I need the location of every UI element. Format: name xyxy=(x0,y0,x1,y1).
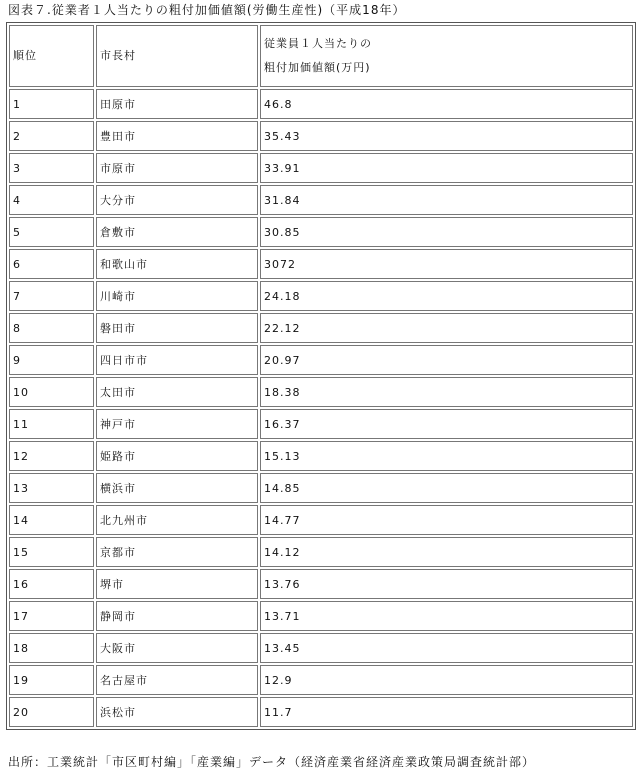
value-cell: 30.85 xyxy=(260,217,633,247)
rank-cell: 3 xyxy=(9,153,94,183)
header-rank: 順位 xyxy=(9,25,94,87)
table-row xyxy=(9,249,633,279)
rank-cell: 6 xyxy=(9,249,94,279)
table-caption: 図表７.従業者１人当たりの粗付加価値額(労働生産性)（平成18年） xyxy=(8,3,406,17)
table-row xyxy=(9,441,633,471)
rank-cell: 11 xyxy=(9,409,94,439)
value-cell: 16.37 xyxy=(260,409,633,439)
table-row xyxy=(9,697,633,727)
rank-cell: 15 xyxy=(9,537,94,567)
header-value-line1: 従業員１人当たりの xyxy=(264,37,372,50)
city-cell: 豊田市 xyxy=(96,121,258,151)
rank-cell: 18 xyxy=(9,633,94,663)
value-cell: 22.12 xyxy=(260,313,633,343)
rank-cell: 12 xyxy=(9,441,94,471)
rank-cell: 19 xyxy=(9,665,94,695)
value-cell: 3072 xyxy=(260,249,633,279)
table-row xyxy=(9,121,633,151)
value-cell: 20.97 xyxy=(260,345,633,375)
header-city: 市長村 xyxy=(96,25,258,87)
city-cell: 磐田市 xyxy=(96,313,258,343)
rank-cell: 10 xyxy=(9,377,94,407)
city-cell: 名古屋市 xyxy=(96,665,258,695)
table-row xyxy=(9,377,633,407)
city-cell: 和歌山市 xyxy=(96,249,258,279)
city-cell: 田原市 xyxy=(96,89,258,119)
city-cell: 太田市 xyxy=(96,377,258,407)
rank-cell: 20 xyxy=(9,697,94,727)
value-cell: 14.77 xyxy=(260,505,633,535)
table-row xyxy=(9,345,633,375)
source-note: 出所：工業統計「市区町村編」「産業編」データ（経済産業省経済産業政策局調査統計部） xyxy=(8,755,536,769)
value-cell: 14.85 xyxy=(260,473,633,503)
city-cell: 神戸市 xyxy=(96,409,258,439)
table-row xyxy=(9,153,633,183)
rank-cell: 16 xyxy=(9,569,94,599)
value-cell: 18.38 xyxy=(260,377,633,407)
value-cell: 13.45 xyxy=(260,633,633,663)
table-row xyxy=(9,665,633,695)
city-cell: 浜松市 xyxy=(96,697,258,727)
value-cell: 24.18 xyxy=(260,281,633,311)
value-cell: 33.91 xyxy=(260,153,633,183)
rank-cell: 9 xyxy=(9,345,94,375)
table-row xyxy=(9,537,633,567)
rank-cell: 2 xyxy=(9,121,94,151)
rank-cell: 7 xyxy=(9,281,94,311)
city-cell: 堺市 xyxy=(96,569,258,599)
city-cell: 北九州市 xyxy=(96,505,258,535)
table-header-row xyxy=(9,25,633,87)
table-row xyxy=(9,505,633,535)
rank-cell: 14 xyxy=(9,505,94,535)
rank-cell: 1 xyxy=(9,89,94,119)
city-cell: 横浜市 xyxy=(96,473,258,503)
city-cell: 市原市 xyxy=(96,153,258,183)
value-cell: 46.8 xyxy=(260,89,633,119)
productivity-table xyxy=(6,22,636,730)
table-row xyxy=(9,409,633,439)
table-row xyxy=(9,185,633,215)
city-cell: 大分市 xyxy=(96,185,258,215)
value-cell: 35.43 xyxy=(260,121,633,151)
table-row xyxy=(9,89,633,119)
table-row xyxy=(9,313,633,343)
value-cell: 31.84 xyxy=(260,185,633,215)
table-row xyxy=(9,633,633,663)
table-row xyxy=(9,217,633,247)
table-row xyxy=(9,281,633,311)
city-cell: 四日市市 xyxy=(96,345,258,375)
rank-cell: 17 xyxy=(9,601,94,631)
city-cell: 京都市 xyxy=(96,537,258,567)
value-cell: 11.7 xyxy=(260,697,633,727)
table-row xyxy=(9,473,633,503)
value-cell: 13.76 xyxy=(260,569,633,599)
city-cell: 姫路市 xyxy=(96,441,258,471)
city-cell: 大阪市 xyxy=(96,633,258,663)
city-cell: 静岡市 xyxy=(96,601,258,631)
header-value xyxy=(260,25,633,87)
table-row xyxy=(9,601,633,631)
city-cell: 川崎市 xyxy=(96,281,258,311)
rank-cell: 4 xyxy=(9,185,94,215)
value-cell: 14.12 xyxy=(260,537,633,567)
rank-cell: 5 xyxy=(9,217,94,247)
rank-cell: 13 xyxy=(9,473,94,503)
table-row xyxy=(9,569,633,599)
value-cell: 12.9 xyxy=(260,665,633,695)
city-cell: 倉敷市 xyxy=(96,217,258,247)
rank-cell: 8 xyxy=(9,313,94,343)
value-cell: 13.71 xyxy=(260,601,633,631)
header-value-line2: 粗付加価値額(万円) xyxy=(264,61,371,74)
value-cell: 15.13 xyxy=(260,441,633,471)
